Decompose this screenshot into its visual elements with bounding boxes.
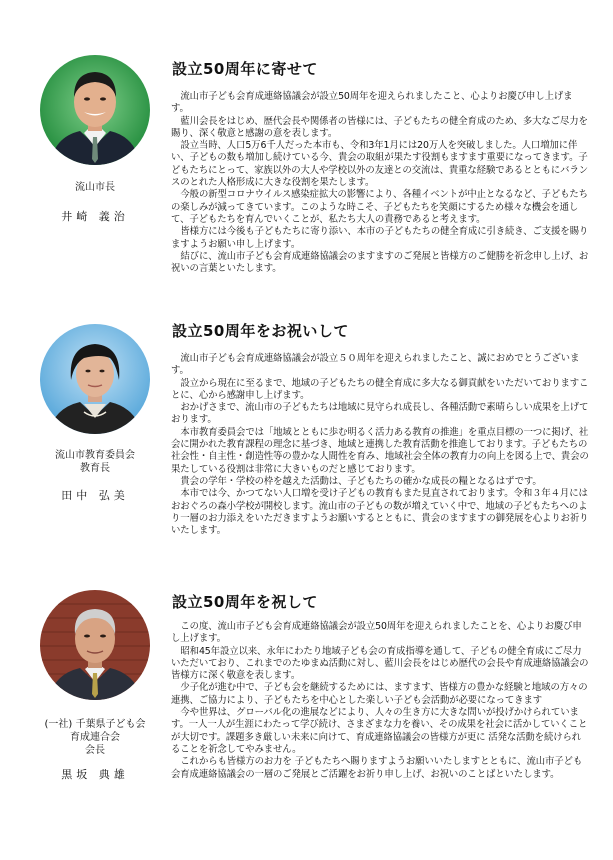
message-body — [171, 353, 589, 537]
message-paragraph: 藍川会長をはじめ、歴代会長や関係者の皆様には、子どもたちの健全育成のため、多大なご尽力を賜り、深く敬意と感謝の意を表します。 — [171, 115, 588, 139]
chairman-portrait — [40, 590, 150, 700]
author-name: 井崎 義治 — [61, 210, 129, 223]
message-body — [171, 621, 589, 781]
message-paragraph: 設立当時、人口5万6千人だった本市も、令和3年1月には20万人を突破しました。人口増加に伴い、子どもの数も増加し続けている今、貴会の取組が果たす役割もますます重要になってきます。子どもたちにとって、家族以外の大人や学校以外の友達との交流は、貴重な経験であるとともにバランスのとれた人格形成に大きな役割を果たします。 — [171, 140, 589, 189]
author-name: 田中 弘美 — [61, 489, 129, 502]
author-role-line: 育成連合会 — [70, 732, 120, 743]
message-paragraph: 今や世界は、グローバル化の進展などにより、人々の生き方に大きな問いが投げかけられています。一人一人が生涯にわたって学び続け、さまざまな力を養い、その成果を社会に活かしていくことが大切です。課題多き厳しい未来に向けて、育成連絡協議会の皆様方が更に 活発な活動を続けられることを祈念してやみません。 — [171, 707, 588, 755]
author-role — [16, 449, 174, 475]
author-name: 黒坂 典雄 — [61, 768, 129, 781]
message-paragraph: 流山市子ども会育成連絡協議会が設立５０周年を迎えられましたこと、誠におめでとうございます。 — [171, 353, 580, 377]
message-paragraph: おかげさまで、流山市の子どもたちは地域に見守られ成長し、各種活動で素晴らしい成果を上げております。 — [171, 402, 589, 426]
message-paragraph: 本市教育委員会では「地域とともに歩む明るく活力ある教育の推進」を重点目標の一つに掲げ、社会に開かれた教育課程の理念に基づき、地域と連携した教育活動を推進しております。子どもたちの社会性・自主性・創造性等の豊かな人間性を育み、地域社会全体の教育力の向上を図る上で、貴会の果たしている役割は非常に大きいものだと感じております。 — [171, 426, 589, 475]
chairman-photo — [40, 590, 150, 700]
mayor-photo — [40, 55, 150, 165]
author-role — [16, 181, 174, 194]
message-paragraph: 皆様方には今後も子どもたちに寄り添い、本市の子どもたちの健全育成に引き続き、ご支援を賜りますようお願い申し上げます。 — [171, 226, 589, 250]
author-role-line: 会長 — [85, 745, 105, 756]
message-body — [171, 91, 589, 275]
superintendent-portrait — [40, 324, 150, 434]
message-paragraph: 今般の新型コロナウイルス感染症拡大の影響により、各種イベントが中止となるなど、子どもたちの楽しみが減ってきています。このような時こそ、子どもたちを笑顔にするため様々な機会を通して、子どもたちを育んでいくことが、私たち大人の責務であると考えます。 — [171, 189, 588, 225]
author-role-line: 教育長 — [80, 463, 110, 474]
message-paragraph: 流山市子ども会育成連絡協議会が設立50周年を迎えられましたこと、心よりお慶び申し上げます。 — [171, 91, 573, 115]
section-heading: 設立50周年に寄せて — [172, 60, 318, 78]
author-role-line: 流山市長 — [75, 182, 115, 193]
superintendent-photo — [40, 324, 150, 434]
message-paragraph: 結びに、流山市子ども会育成連絡協議会のますますのご発展と皆様方のご健勝を祈念申し上げ、お祝いの言葉といたします。 — [171, 250, 589, 275]
mayor-portrait — [40, 55, 150, 165]
section-heading: 設立50周年を祝して — [172, 593, 318, 611]
message-paragraph: 貴会の学年・学校の枠を越えた活動は、子どもたちの確かな成長の糧となるはずです。 — [180, 475, 542, 487]
section-heading: 設立50周年をお祝いして — [172, 322, 349, 340]
author-role-line: 流山市教育委員会 — [55, 450, 135, 461]
message-paragraph: 本市では今、かつてない人口増を受け子どもの教育もまた見直されております。令和３年４月にはおおぐろの森小学校が開校します。流山市の子どもの数が増えていく中で、地域の子どもたちへのより一層のお力添えをいただきますようお願いするとともに、貴会のますますの御発展を心よりお祈りいたします。 — [171, 488, 589, 537]
author-role-line: (一社) 千葉県子ども会 — [44, 719, 146, 730]
message-paragraph: 少子化が進む中で、子ども会を継続するためには、ますます、皆様方の豊かな経験と地域の方々の連携、ご協力により、子どもたちを中心とした楽しい子ども会活動が必要になってきます — [171, 682, 588, 706]
message-paragraph: この度、流山市子ども会育成連絡協議会が設立50周年を迎えられましたことを、心よりお慶び申し上げます。 — [171, 621, 582, 645]
message-paragraph: これからも皆様方のお力を 子どもたちへ賜りますようお願いいたしますとともに、流山市子ども会育成連絡協議会の一層のご発展とご活躍をお祈り申し上げ、お祝いのことばといたします。 — [171, 756, 583, 780]
message-paragraph: 昭和45年設立以来、永年にわたり地域子ども会の育成指導を通して、子どもの健全育成にご尽力いただいており、これまでのたゆまぬ活動に対し、藍川会長をはじめ歴代の会長や育成連絡協議会の皆様方に深く敬意を表します。 — [171, 645, 589, 682]
message-paragraph: 設立から現在に至るまで、地域の子どもたちの健全育成に多大なる御貢献をいただいておりますことに、心から感謝申し上げます。 — [171, 377, 589, 401]
author-role — [16, 718, 174, 757]
